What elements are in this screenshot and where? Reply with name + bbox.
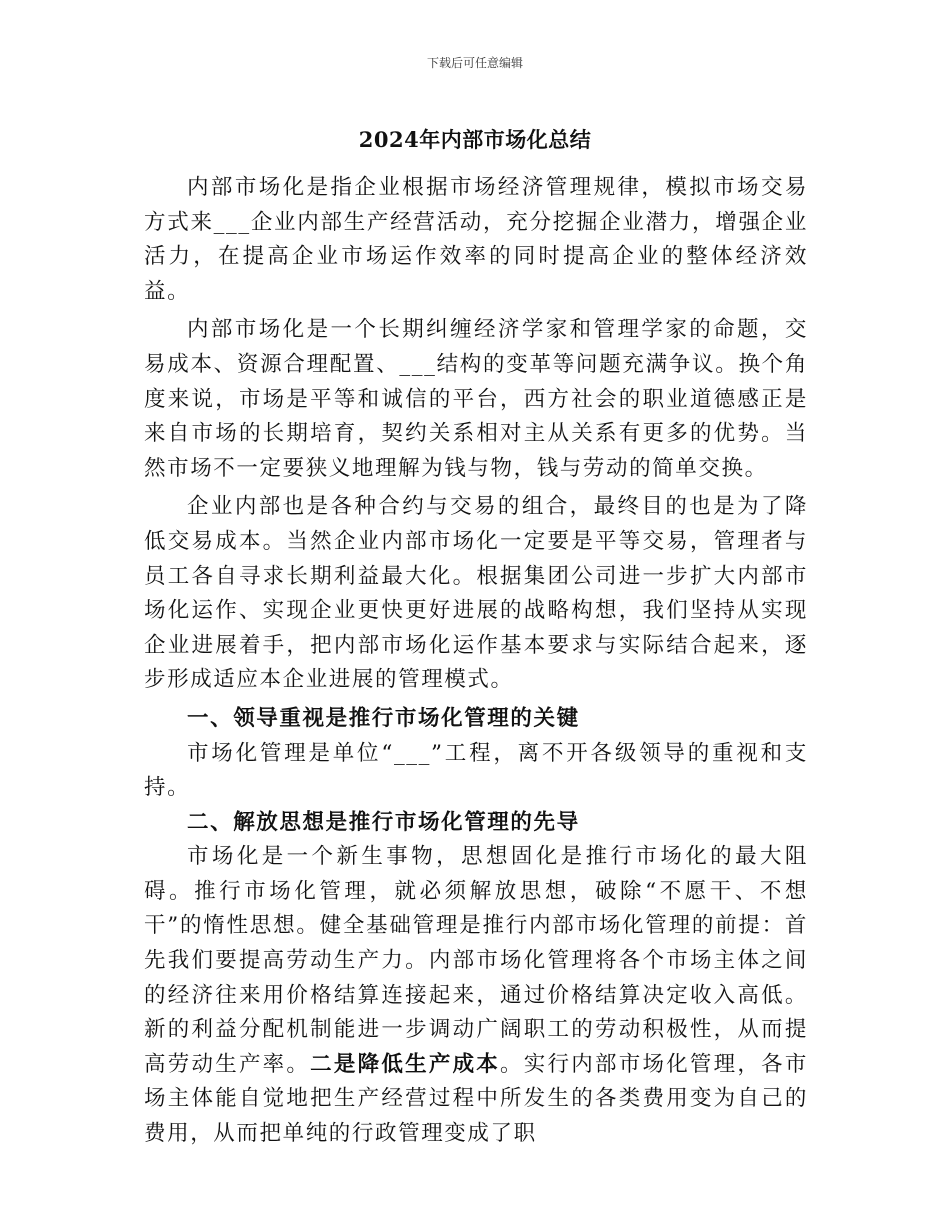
- paragraph-1: 内部市场化是指企业根据市场经济管理规律，模拟市场交易方式来___企业内部生产经营活动，充分挖掘企业潜力，增强企业活力，在提高企业市场运作效率的同时提高企业的整体经济效益。: [144, 175, 808, 304]
- document-title: 2024年内部市场化总结: [358, 127, 592, 152]
- section-heading-2: 二、解放思想是推行市场化管理的先导: [187, 809, 580, 835]
- paragraph-2: 内部市场化是一个长期纠缠经济学家和管理学家的命题，交易成本、资源合理配置、___结构的变革等问题充满争议。换个角度来说，市场是平等和诚信的平台，西方社会的职业道德感正是来自市场的长期培育，契约关系相对主从关系有更多的优势。当然市场不一定要狭义地理解为钱与物，钱与劳动的简单交换。: [144, 317, 808, 481]
- paragraph-3: 企业内部也是各种合约与交易的组合，最终目的也是为了降低交易成本。当然企业内部市场化一定要是平等交易，管理者与员工各自寻求长期利益最大化。根据集团公司进一步扩大内部市场化运作、实现企业更快更好进展的战略构想，我们坚持从实现企业进展着手，把内部市场化运作基本要求与实际结合起来，逐步形成适应本企业进展的管理模式。: [144, 494, 808, 693]
- section-heading-1: 一、领导重视是推行市场化管理的关键: [187, 705, 580, 731]
- paragraph-5-text: 市场化是一个新生事物，思想固化是推行市场化的最大阻碍。推行市场化管理，就必须解放思想，破除“不愿干、不想干”的惰性思想。健全基础管理是推行内部市场化管理的前提：首先我们要提高劳动生产力。内部市场化管理将各个市场主体之间的经济往来用价格结算连接起来，通过价格结算决定收入高低。新的利益分配机制能进一步调动广阔职工的劳动积极性，从而提高劳动生产率。: [144, 844, 808, 1077]
- paragraph-5-bold-phrase: 二是降低生产成本: [310, 1051, 501, 1077]
- paragraph-5-continuation: 。实行内部市场化管理，各市场主体能自觉地把生产经营过程中所发生的各类费用变为自己的费用，从而把单纯的行政管理变成了职: [144, 1051, 808, 1147]
- paragraph-5: [144, 840, 808, 1151]
- header-note: 下载后可任意编辑: [426, 56, 523, 70]
- document-body: [144, 171, 808, 1152]
- paragraph-4: 市场化管理是单位“___”工程，离不开各级领导的重视和支持。: [144, 740, 808, 801]
